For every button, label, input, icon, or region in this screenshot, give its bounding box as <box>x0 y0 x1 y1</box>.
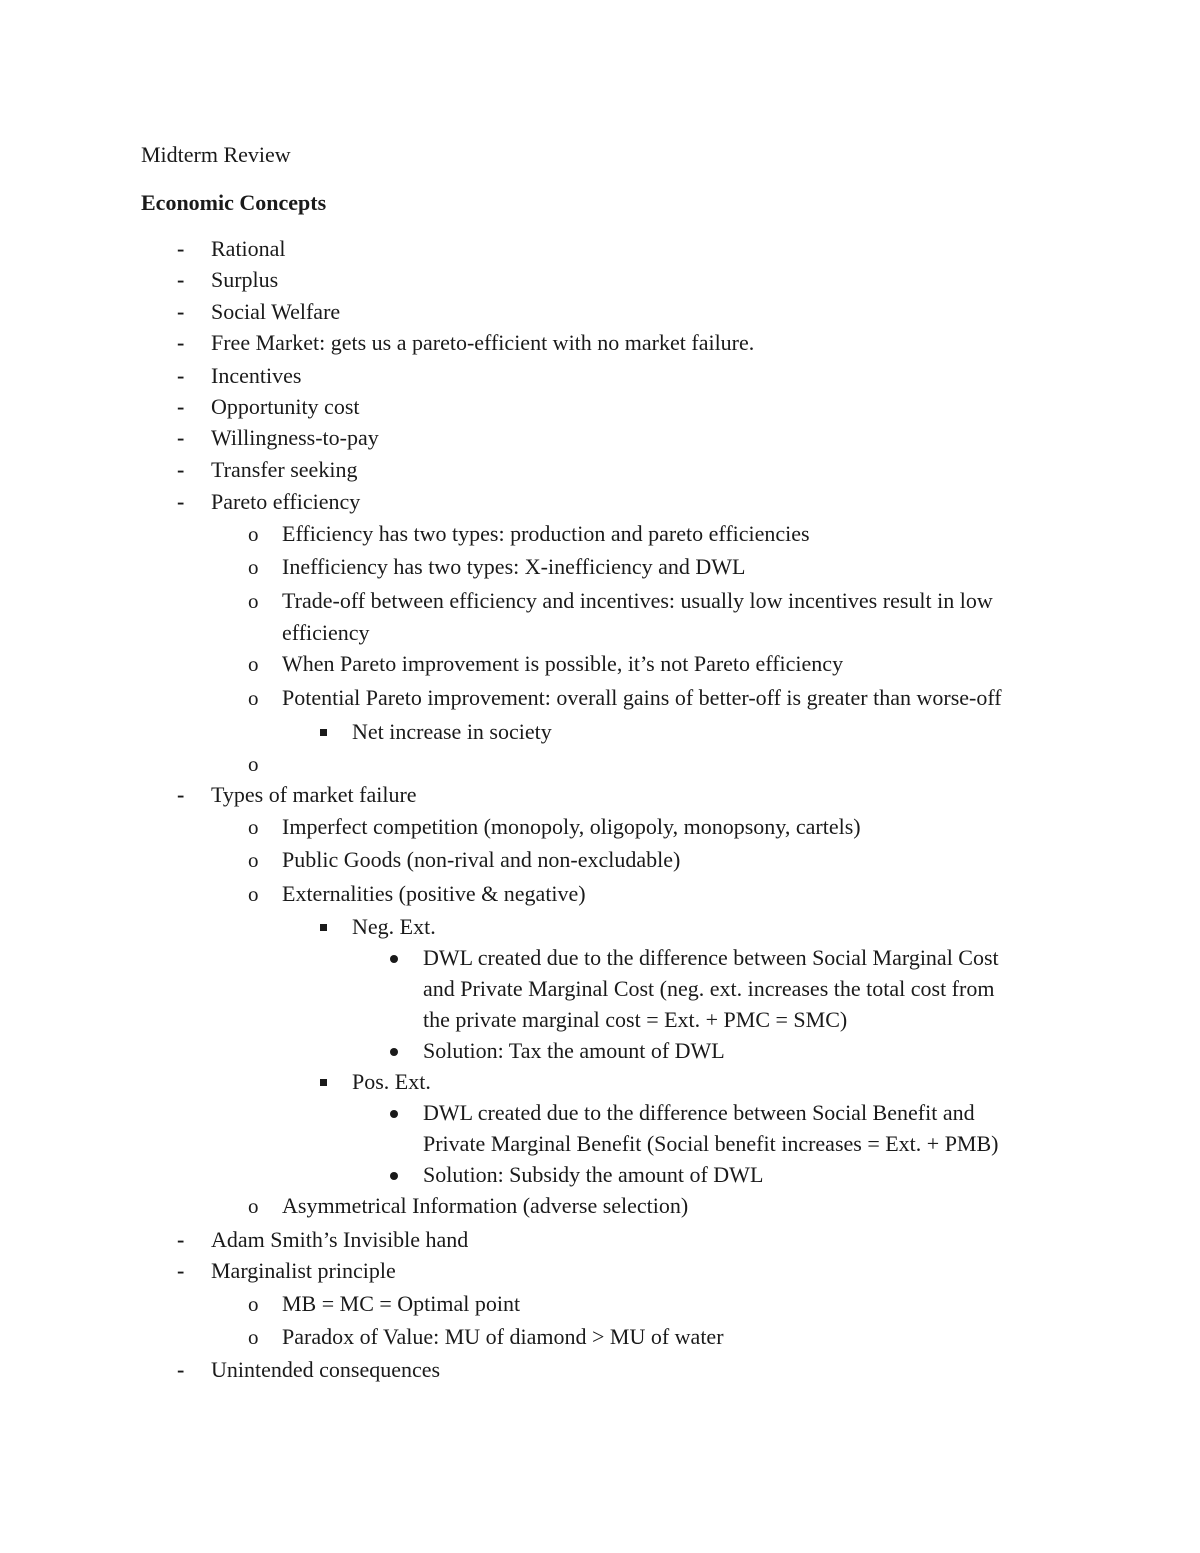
list-item-text: Surplus <box>211 267 279 292</box>
dash-bullet-icon: - <box>177 1258 185 1283</box>
dash-bullet-icon: - <box>177 1227 185 1252</box>
list-item-text: Trade-off between efficiency and incentives: usually low incentives result in low <box>282 588 993 613</box>
square-bullet-icon <box>320 1079 327 1086</box>
list-item-text: the private marginal cost = Ext. + PMC = SMC) <box>423 1007 848 1032</box>
dot-bullet-icon <box>390 1048 398 1056</box>
circle-bullet-icon: o <box>248 1325 259 1349</box>
circle-bullet-icon: o <box>248 1194 259 1218</box>
circle-bullet-icon: o <box>248 882 259 906</box>
list-item-text: Solution: Tax the amount of DWL <box>423 1038 725 1063</box>
list-item-text: Opportunity cost <box>211 394 360 419</box>
dash-bullet-icon: - <box>177 363 185 388</box>
list-item-text: Net increase in society <box>352 719 552 744</box>
square-bullet-icon <box>320 924 327 931</box>
circle-bullet-icon: o <box>248 589 259 613</box>
document-title: Midterm Review <box>141 142 291 167</box>
circle-bullet-icon: o <box>248 522 259 546</box>
dash-bullet-icon: - <box>177 1357 185 1382</box>
dot-bullet-icon <box>390 955 398 963</box>
dash-bullet-icon: - <box>177 782 185 807</box>
list-item-text: Potential Pareto improvement: overall gains of better-off is greater than worse-off <box>282 685 1002 710</box>
square-bullet-icon <box>320 729 327 736</box>
dash-bullet-icon: - <box>177 425 185 450</box>
dash-bullet-icon: - <box>177 330 185 355</box>
dot-bullet-icon <box>390 1172 398 1180</box>
list-item-text: Externalities (positive & negative) <box>282 881 586 906</box>
dash-bullet-icon: - <box>177 299 185 324</box>
list-item-text: Private Marginal Benefit (Social benefit increases = Ext. + PMB) <box>423 1131 999 1156</box>
list-item-text: Social Welfare <box>211 299 341 324</box>
list-item-text: Rational <box>211 236 286 261</box>
circle-bullet-icon: o <box>248 1292 259 1316</box>
list-item-text: Public Goods (non-rival and non-excludable) <box>282 847 681 872</box>
circle-bullet-icon: o <box>248 555 259 579</box>
circle-bullet-icon: o <box>248 752 259 776</box>
list-item-text: Willingness-to-pay <box>211 425 379 450</box>
circle-bullet-icon: o <box>248 652 259 676</box>
circle-bullet-icon: o <box>248 848 259 872</box>
list-item-text: DWL created due to the difference between Social Benefit and <box>423 1100 975 1125</box>
list-item-text: MB = MC = Optimal point <box>282 1291 521 1316</box>
list-item-text: Pareto efficiency <box>211 489 361 514</box>
dot-bullet-icon <box>390 1110 398 1118</box>
list-item-text: Pos. Ext. <box>352 1069 431 1094</box>
list-item-text: Incentives <box>211 363 302 388</box>
list-item-text: Asymmetrical Information (adverse selection) <box>282 1193 689 1218</box>
list-item-text: efficiency <box>282 620 370 645</box>
list-item-text: When Pareto improvement is possible, it’s not Pareto efficiency <box>282 651 844 676</box>
list-item-text: and Private Marginal Cost (neg. ext. increases the total cost from <box>423 976 995 1001</box>
list-item-text: Solution: Subsidy the amount of DWL <box>423 1162 764 1187</box>
circle-bullet-icon: o <box>248 815 259 839</box>
list-item-text: Neg. Ext. <box>352 914 436 939</box>
list-item-text: Imperfect competition (monopoly, oligopoly, monopsony, cartels) <box>282 814 861 839</box>
list-item-text: Adam Smith’s Invisible hand <box>211 1227 469 1252</box>
dash-bullet-icon: - <box>177 236 185 261</box>
list-item-text: Types of market failure <box>211 782 417 807</box>
list-item-text: Paradox of Value: MU of diamond > MU of water <box>282 1324 724 1349</box>
list-item-text: Transfer seeking <box>211 457 358 482</box>
dash-bullet-icon: - <box>177 457 185 482</box>
section-heading: Economic Concepts <box>141 190 327 215</box>
dash-bullet-icon: - <box>177 394 185 419</box>
circle-bullet-icon: o <box>248 686 259 710</box>
list-item-text: Unintended consequences <box>211 1357 441 1382</box>
dash-bullet-icon: - <box>177 489 185 514</box>
dash-bullet-icon: - <box>177 267 185 292</box>
list-item-text: DWL created due to the difference between Social Marginal Cost <box>423 945 999 970</box>
list-item-text: Inefficiency has two types: X-inefficiency and DWL <box>282 554 746 579</box>
list-item-text: Free Market: gets us a pareto-efficient with no market failure. <box>211 330 755 355</box>
list-item-text: Efficiency has two types: production and pareto efficiencies <box>282 521 810 546</box>
list-item-text: Marginalist principle <box>211 1258 396 1283</box>
